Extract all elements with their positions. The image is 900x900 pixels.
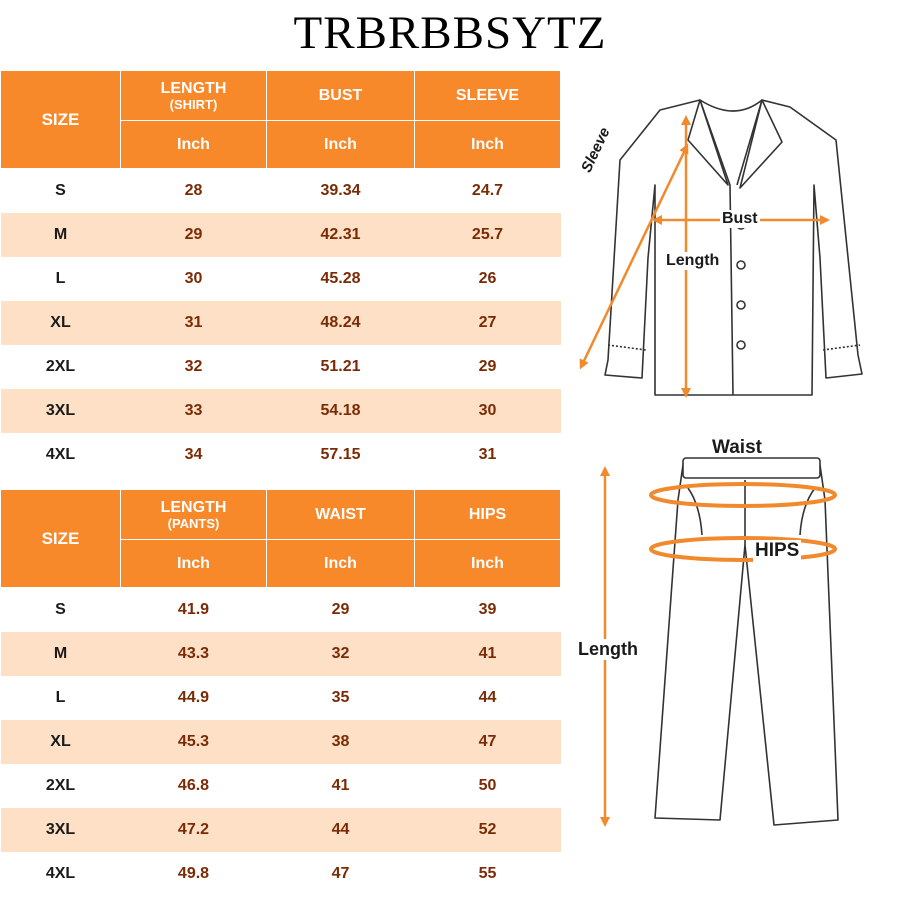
sleeve-cell: 27	[415, 301, 561, 345]
bust-cell: 51.21	[320, 357, 361, 375]
waist-cell: 44	[267, 808, 415, 852]
sleeve-header: SLEEVE	[415, 71, 561, 121]
size-cell: L	[55, 688, 66, 706]
waist-label: Waist	[712, 437, 762, 458]
size-cell: 2XL	[45, 776, 76, 794]
sleeve-cell: 30	[415, 389, 561, 433]
waist-cell: 47	[331, 864, 350, 882]
length-header-sub: (PANTS)	[167, 516, 220, 531]
length-header-label: LENGTH	[160, 80, 227, 97]
bust-header: BUST	[267, 71, 415, 121]
waist-cell: 41	[331, 776, 350, 794]
waist-header: WAIST	[267, 490, 415, 540]
length-cell: 46.8	[177, 776, 210, 794]
unit-header: Inch	[267, 121, 415, 169]
size-cell: M	[1, 632, 121, 676]
hips-cell: 47	[415, 720, 561, 764]
sleeve-cell: 26	[478, 269, 497, 287]
size-cell: 2XL	[45, 357, 76, 375]
unit-header: Inch	[267, 540, 415, 588]
length-cell: 32	[184, 357, 203, 375]
hips-header: HIPS	[415, 490, 561, 540]
unit-header: Inch	[415, 121, 561, 169]
size-cell: 3XL	[1, 808, 121, 852]
pants-length-label: Length	[578, 639, 638, 659]
size-cell: M	[1, 213, 121, 257]
sleeve-cell: 24.7	[471, 181, 504, 199]
waist-cell: 35	[331, 688, 350, 706]
size-header: SIZE	[1, 490, 121, 588]
size-cell: 3XL	[1, 389, 121, 433]
bust-cell: 45.28	[320, 269, 361, 287]
length-header-sub: (SHIRT)	[169, 97, 218, 112]
size-cell: XL	[1, 720, 121, 764]
length-cell: 34	[184, 445, 203, 463]
length-header-label: LENGTH	[160, 499, 227, 516]
hips-label: HIPS	[755, 540, 800, 561]
length-cell: 29	[121, 213, 267, 257]
sleeve-label: Sleeve	[578, 124, 614, 176]
size-cell: S	[55, 600, 66, 618]
waist-cell: 29	[331, 600, 350, 618]
length-cell: 28	[184, 181, 203, 199]
length-cell: 49.8	[177, 864, 210, 882]
waist-cell: 32	[267, 632, 415, 676]
hips-cell: 50	[478, 776, 497, 794]
bust-cell: 48.24	[267, 301, 415, 345]
brand-title: TRBRBBSYTZ	[293, 7, 607, 59]
length-cell: 31	[121, 301, 267, 345]
unit-header: Inch	[121, 121, 267, 169]
size-cell: L	[55, 269, 66, 287]
bust-cell: 57.15	[320, 445, 361, 463]
shirt-length-label: Length	[666, 252, 720, 269]
size-header: SIZE	[1, 71, 121, 169]
sleeve-cell: 25.7	[415, 213, 561, 257]
shirt-drawing	[605, 100, 862, 395]
hips-cell: 55	[478, 864, 497, 882]
sleeve-cell: 31	[478, 445, 497, 463]
bust-cell: 39.34	[320, 181, 361, 199]
unit-header: Inch	[415, 540, 561, 588]
length-cell: 44.9	[177, 688, 210, 706]
sleeve-cell: 29	[478, 357, 497, 375]
length-cell: 45.3	[121, 720, 267, 764]
hips-cell: 39	[478, 600, 497, 618]
pants-drawing	[655, 458, 838, 825]
size-cell: S	[55, 181, 66, 199]
size-cell: 4XL	[45, 864, 76, 882]
bust-cell: 54.18	[267, 389, 415, 433]
unit-header: Inch	[121, 540, 267, 588]
length-cell: 41.9	[177, 600, 210, 618]
bust-label: Bust	[722, 210, 758, 227]
waist-cell: 38	[267, 720, 415, 764]
size-cell: XL	[1, 301, 121, 345]
hips-cell: 41	[415, 632, 561, 676]
hips-cell: 52	[415, 808, 561, 852]
bust-cell: 42.31	[267, 213, 415, 257]
length-cell: 43.3	[121, 632, 267, 676]
size-cell: 4XL	[45, 445, 76, 463]
length-cell: 33	[121, 389, 267, 433]
length-cell: 30	[184, 269, 203, 287]
length-cell: 47.2	[121, 808, 267, 852]
hips-cell: 44	[478, 688, 497, 706]
